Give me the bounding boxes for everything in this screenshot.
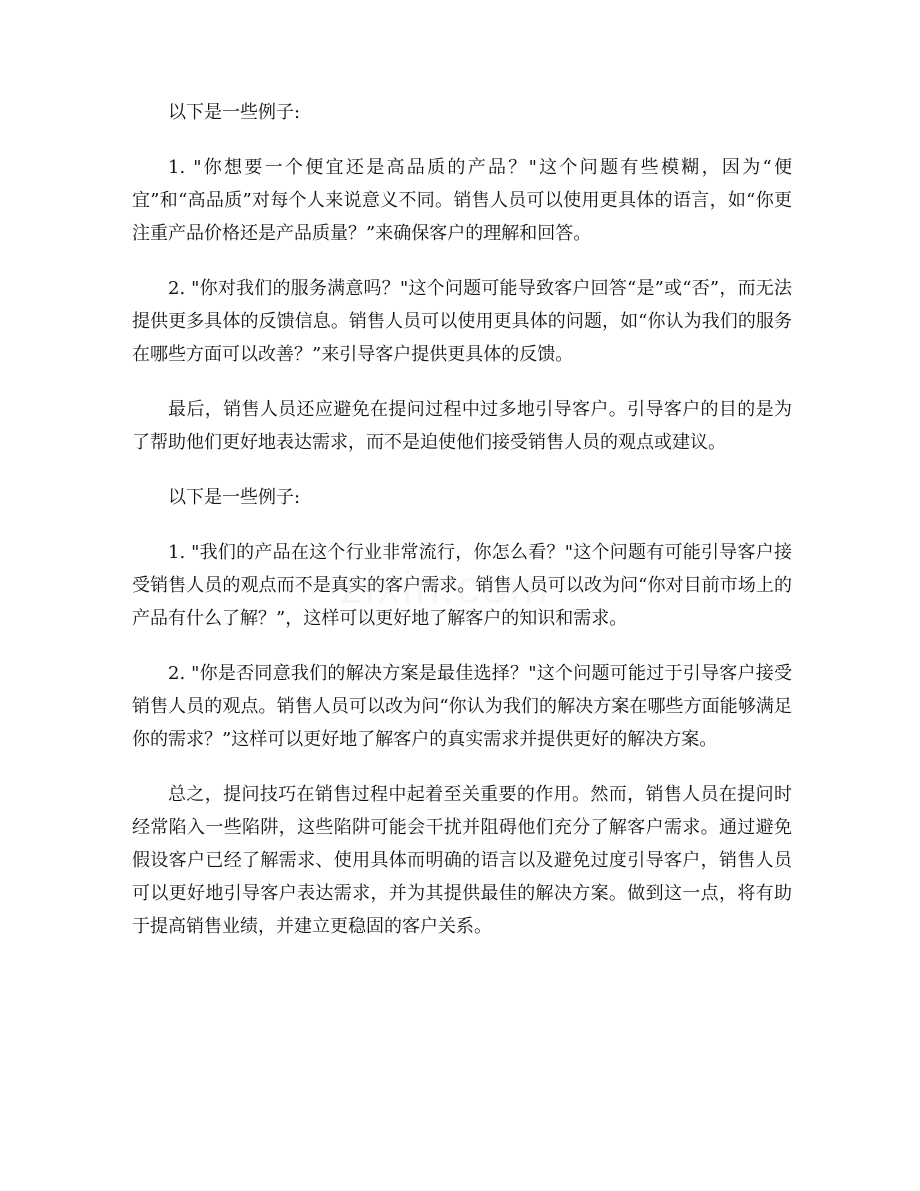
paragraph-examples-intro-1: 以下是一些例子: (168, 102, 301, 123)
paragraph-example-2: 2. "你对我们的服务满意吗？"这个问题可能导致客户回答“是”或“否”，而无法提供更多具体的反馈信息。销售人员可以使用更具体的问题，如“你认为我们的服务在哪些方面可以改善？”来引导客户提供更具体的反馈。 (132, 278, 792, 365)
paragraph-example-1: 1. "你想要一个便宜还是高品质的产品？"这个问题有些模糊，因为“便宜”和“高品质”对每个人来说意义不同。销售人员可以使用更具体的语言，如“你更注重产品价格还是产品质量？”来确保客户的理解和回答。 (132, 157, 792, 244)
paragraph-examples-intro-2: 以下是一些例子: (168, 487, 301, 508)
document-body (132, 96, 792, 965)
paragraph-example-4: 2. "你是否同意我们的解决方案是最佳选择？"这个问题可能过于引导客户接受销售人员的观点。销售人员可以改为问“你认为我们的解决方案在哪些方面能够满足你的需求？”这样可以更好地了解客户的真实需求并提供更好的解决方案。 (132, 663, 792, 750)
paragraph-avoid-leading: 最后，销售人员还应避免在提问过程中过多地引导客户。引导客户的目的是为了帮助他们更好地表达需求，而不是迫使他们接受销售人员的观点或建议。 (132, 399, 792, 453)
paragraph-conclusion: 总之，提问技巧在销售过程中起着至关重要的作用。然而，销售人员在提问时经常陷入一些陷阱，这些陷阱可能会干扰并阻碍他们充分了解客户需求。通过避免假设客户已经了解需求、使用具体而明确的语言以及避免过度引导客户，销售人员可以更好地引导客户表达需求，并为其提供最佳的解决方案。做到这一点，将有助于提高销售业绩，并建立更稳固的客户关系。 (132, 784, 792, 937)
paragraph-example-3: 1. "我们的产品在这个行业非常流行，你怎么看？"这个问题有可能引导客户接受销售人员的观点而不是真实的客户需求。销售人员可以改为问“你对目前市场上的产品有什么了解？”，这样可以更好地了解客户的知识和需求。 (132, 542, 792, 629)
